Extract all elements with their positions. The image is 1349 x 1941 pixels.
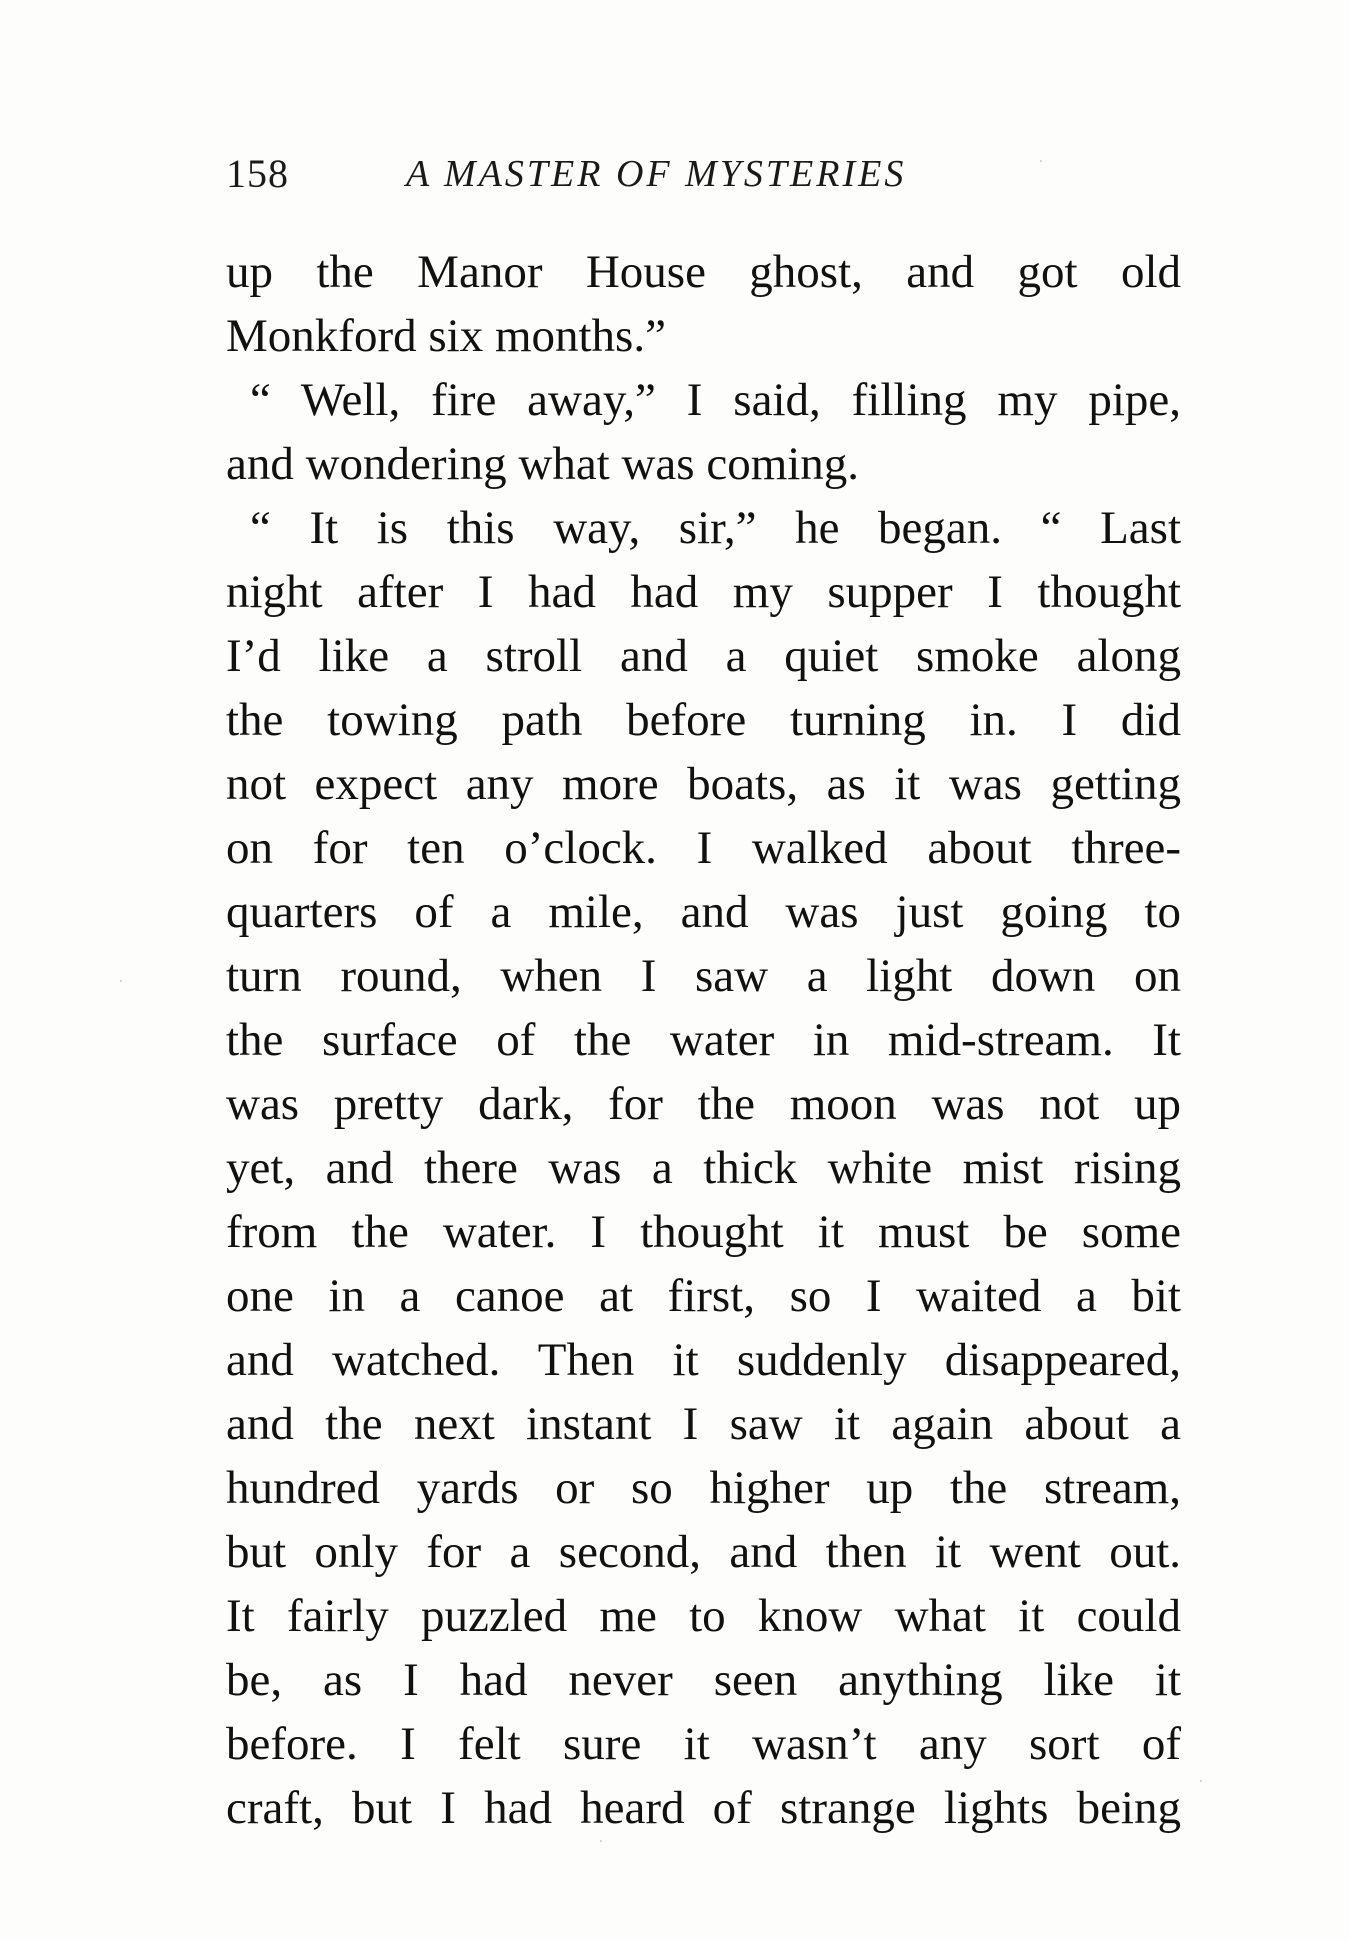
text-line: one in a canoe at first, so I waited a bit [226,1270,1181,1322]
page-number: 158 [226,151,289,196]
paper-speck [1200,1780,1202,1782]
text-line: the surface of the water in mid-stream. It [226,1014,1181,1066]
text-line: “ Well, fire away,” I said, filling my pipe, [250,374,1181,426]
text-line: and wondering what was coming. [226,438,860,490]
text-line: “ It is this way, sir,” he began. “ Last [250,502,1181,554]
text-line: Monkford six months.” [226,310,666,362]
text-line: quarters of a mile, and was just going to [226,886,1181,938]
text-line: and watched. Then it suddenly disappeared, [226,1334,1181,1386]
text-line: the towing path before turning in. I did [226,694,1181,746]
text-line: It fairly puzzled me to know what it could [226,1590,1181,1642]
text-line: and the next instant I saw it again about a [226,1398,1181,1450]
text-line: from the water. I thought it must be some [226,1206,1181,1258]
text-line: not expect any more boats, as it was getting [226,758,1181,810]
text-line: up the Manor House ghost, and got old [226,246,1181,298]
text-line: turn round, when I saw a light down on [226,950,1181,1002]
text-line: craft, but I had heard of strange lights being [226,1782,1181,1834]
text-line: before. I felt sure it wasn’t any sort of [226,1718,1181,1770]
text-line: was pretty dark, for the moon was not up [226,1078,1181,1130]
page-header [226,150,1186,210]
body-text [226,240,1181,1840]
text-line: but only for a second, and then it went out. [226,1526,1181,1578]
text-line: yet, and there was a thick white mist rising [226,1142,1181,1194]
paper-speck [600,1840,602,1842]
text-line: I’d like a stroll and a quiet smoke along [226,630,1181,682]
text-line: hundred yards or so higher up the stream, [226,1462,1181,1514]
text-line: be, as I had never seen anything like it [226,1654,1181,1706]
running-title: A MASTER OF MYSTERIES [406,153,907,195]
text-line: on for ten o’clock. I walked about three- [226,822,1181,874]
paper-speck [1040,160,1042,162]
text-line: night after I had had my supper I thought [226,566,1181,618]
paper-speck [120,980,122,982]
